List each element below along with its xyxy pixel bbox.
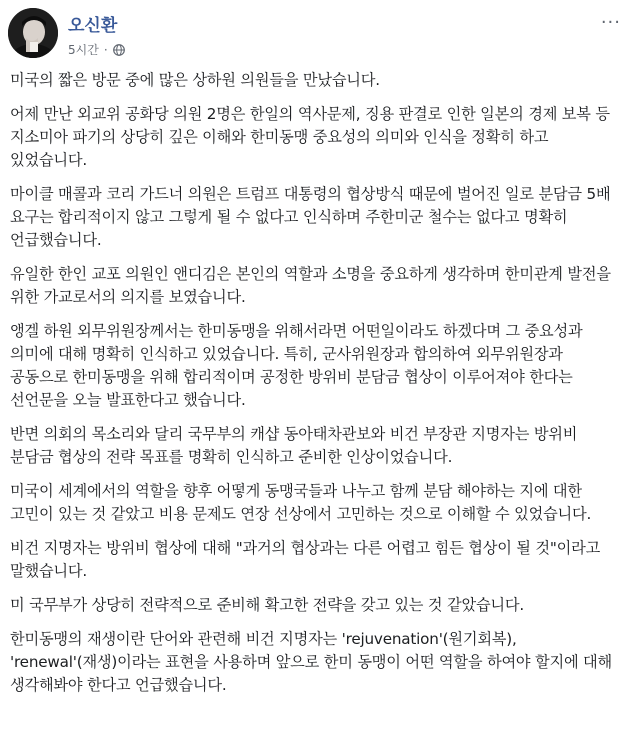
post-paragraph: 유일한 한인 교포 의원인 앤디김은 본인의 역할과 소명을 중요하게 생각하며 한미관계 발전을 위한 가교로서의 의지를 보였습니다. xyxy=(10,265,611,306)
post-body xyxy=(0,69,631,697)
avatar-photo xyxy=(8,8,58,58)
ellipsis-icon: ··· xyxy=(600,12,621,33)
more-options-button[interactable] xyxy=(601,14,621,32)
post-paragraph: 미 국무부가 상당히 전략적으로 준비해 확고한 전략을 갖고 있는 것 같았습니다. xyxy=(10,596,524,614)
post-paragraph: 미국의 짧은 방문 중에 많은 상하원 의원들을 만났습니다. xyxy=(10,71,380,89)
post-paragraph: 마이클 매콜과 코리 가드너 의원은 트럼프 대통령의 협상방식 때문에 벌어진 일로 분담금 5배 요구는 합리적이지 않고 그렇게 될 수 없다고 인식하며 주한미군 철수는 없다고 명확히 언급했습니다. xyxy=(10,185,611,249)
post-paragraph: 한미동맹의 재생이란 단어와 관련해 비건 지명자는 'rejuvenation'(원기회복), 'renewal'(재생)이라는 표현을 사용하며 앞으로 한미 동맹이 어떤 역할을 하여야 할지에 대해 생각해봐야 한다고 언급했습니다. xyxy=(10,630,612,694)
post-paragraph: 앵겔 하원 외무위원장께서는 한미동맹을 위해서라면 어떤일이라도 하겠다며 그 중요성과 의미에 대해 명확히 인식하고 있었습니다. 특히, 군사위원장과 합의하여 외무위원장과 공동으로 한미동맹을 위해 합리적이며 공정한 방위비 분담금 협상이 이루어져야 한다는 선언문을 오늘 발표한다고 했습니다. xyxy=(10,322,583,409)
globe-icon xyxy=(113,44,125,56)
post-meta xyxy=(68,41,125,58)
post-paragraph: 반면 의회의 목소리와 달리 국무부의 캐샵 동아태차관보와 비건 부장관 지명자는 방위비 분담금 협상의 전략 목표를 명확히 인식하고 준비한 인상이었습니다. xyxy=(10,425,578,466)
post-paragraph: 비건 지명자는 방위비 협상에 대해 "과거의 협상과는 다른 어렵고 힘든 협상이 될 것"이라고 말했습니다. xyxy=(10,539,601,580)
post-header xyxy=(0,0,631,66)
post-paragraph: 어제 만난 외교위 공화당 의원 2명은 한일의 역사문제, 징용 판결로 인한 일본의 경제 보복 등 지소미아 파기의 상당히 깊은 이해와 한미동맹 중요성의 의미와 인식을 정확히 하고 있었습니다. xyxy=(10,105,610,169)
meta-separator: · xyxy=(103,42,108,57)
author-avatar[interactable] xyxy=(8,8,58,58)
post-timestamp[interactable]: 5시간 xyxy=(68,43,99,57)
author-name[interactable]: 오신환 xyxy=(68,16,118,36)
post-paragraph: 미국이 세계에서의 역할을 향후 어떻게 동맹국들과 나누고 함께 분담 해야하는 지에 대한 고민이 있는 것 같았고 비용 문제도 연장 선상에서 고민하는 것으로 이해할 수 있었습니다. xyxy=(10,482,592,523)
